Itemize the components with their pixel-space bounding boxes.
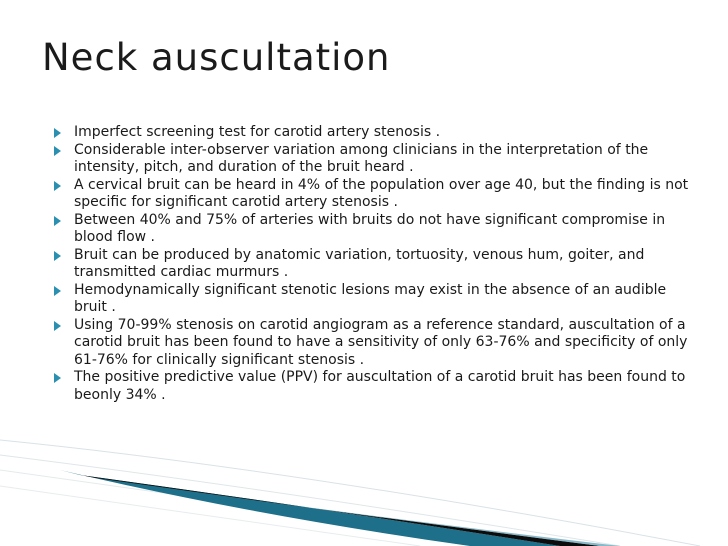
bullet-text: Bruit can be produced by anatomic variation, tortuosity, venous hum, goiter, and transmitted cardiac murmurs . <box>74 246 645 280</box>
slide-title: Neck auscultation <box>42 36 391 79</box>
bullet-text: Using 70-99% stenosis on carotid angiogram as a reference standard, auscultation of a carotid bruit has been found to have a sensitivity of only 63-76% and specificity of only 61-76% for clinically significant stenosis . <box>74 316 688 368</box>
bullet-text: The positive predictive value (PPV) for auscultation of a carotid bruit has been found to beonly 34% . <box>74 369 686 403</box>
teal-band <box>60 470 560 546</box>
swoosh-line <box>0 440 700 546</box>
bullet-text: A cervical bruit can be heard in 4% of the population over age 40, but the finding is not specific for significant carotid artery stenosis . <box>74 176 689 210</box>
bullet-text: Hemodynamically significant stenotic lesions may exist in the absence of an audible bruit . <box>74 281 667 315</box>
swoosh-line <box>0 455 620 546</box>
bullet-text: Between 40% and 75% of arteries with bruits do not have significant compromise in blood flow . <box>74 211 666 245</box>
bullet-text: Considerable inter-observer variation among clinicians in the interpretation of the intensity, pitch, and duration of the bruit heard . <box>74 141 649 175</box>
bullet-text: Imperfect screening test for carotid artery stenosis . <box>74 124 441 140</box>
